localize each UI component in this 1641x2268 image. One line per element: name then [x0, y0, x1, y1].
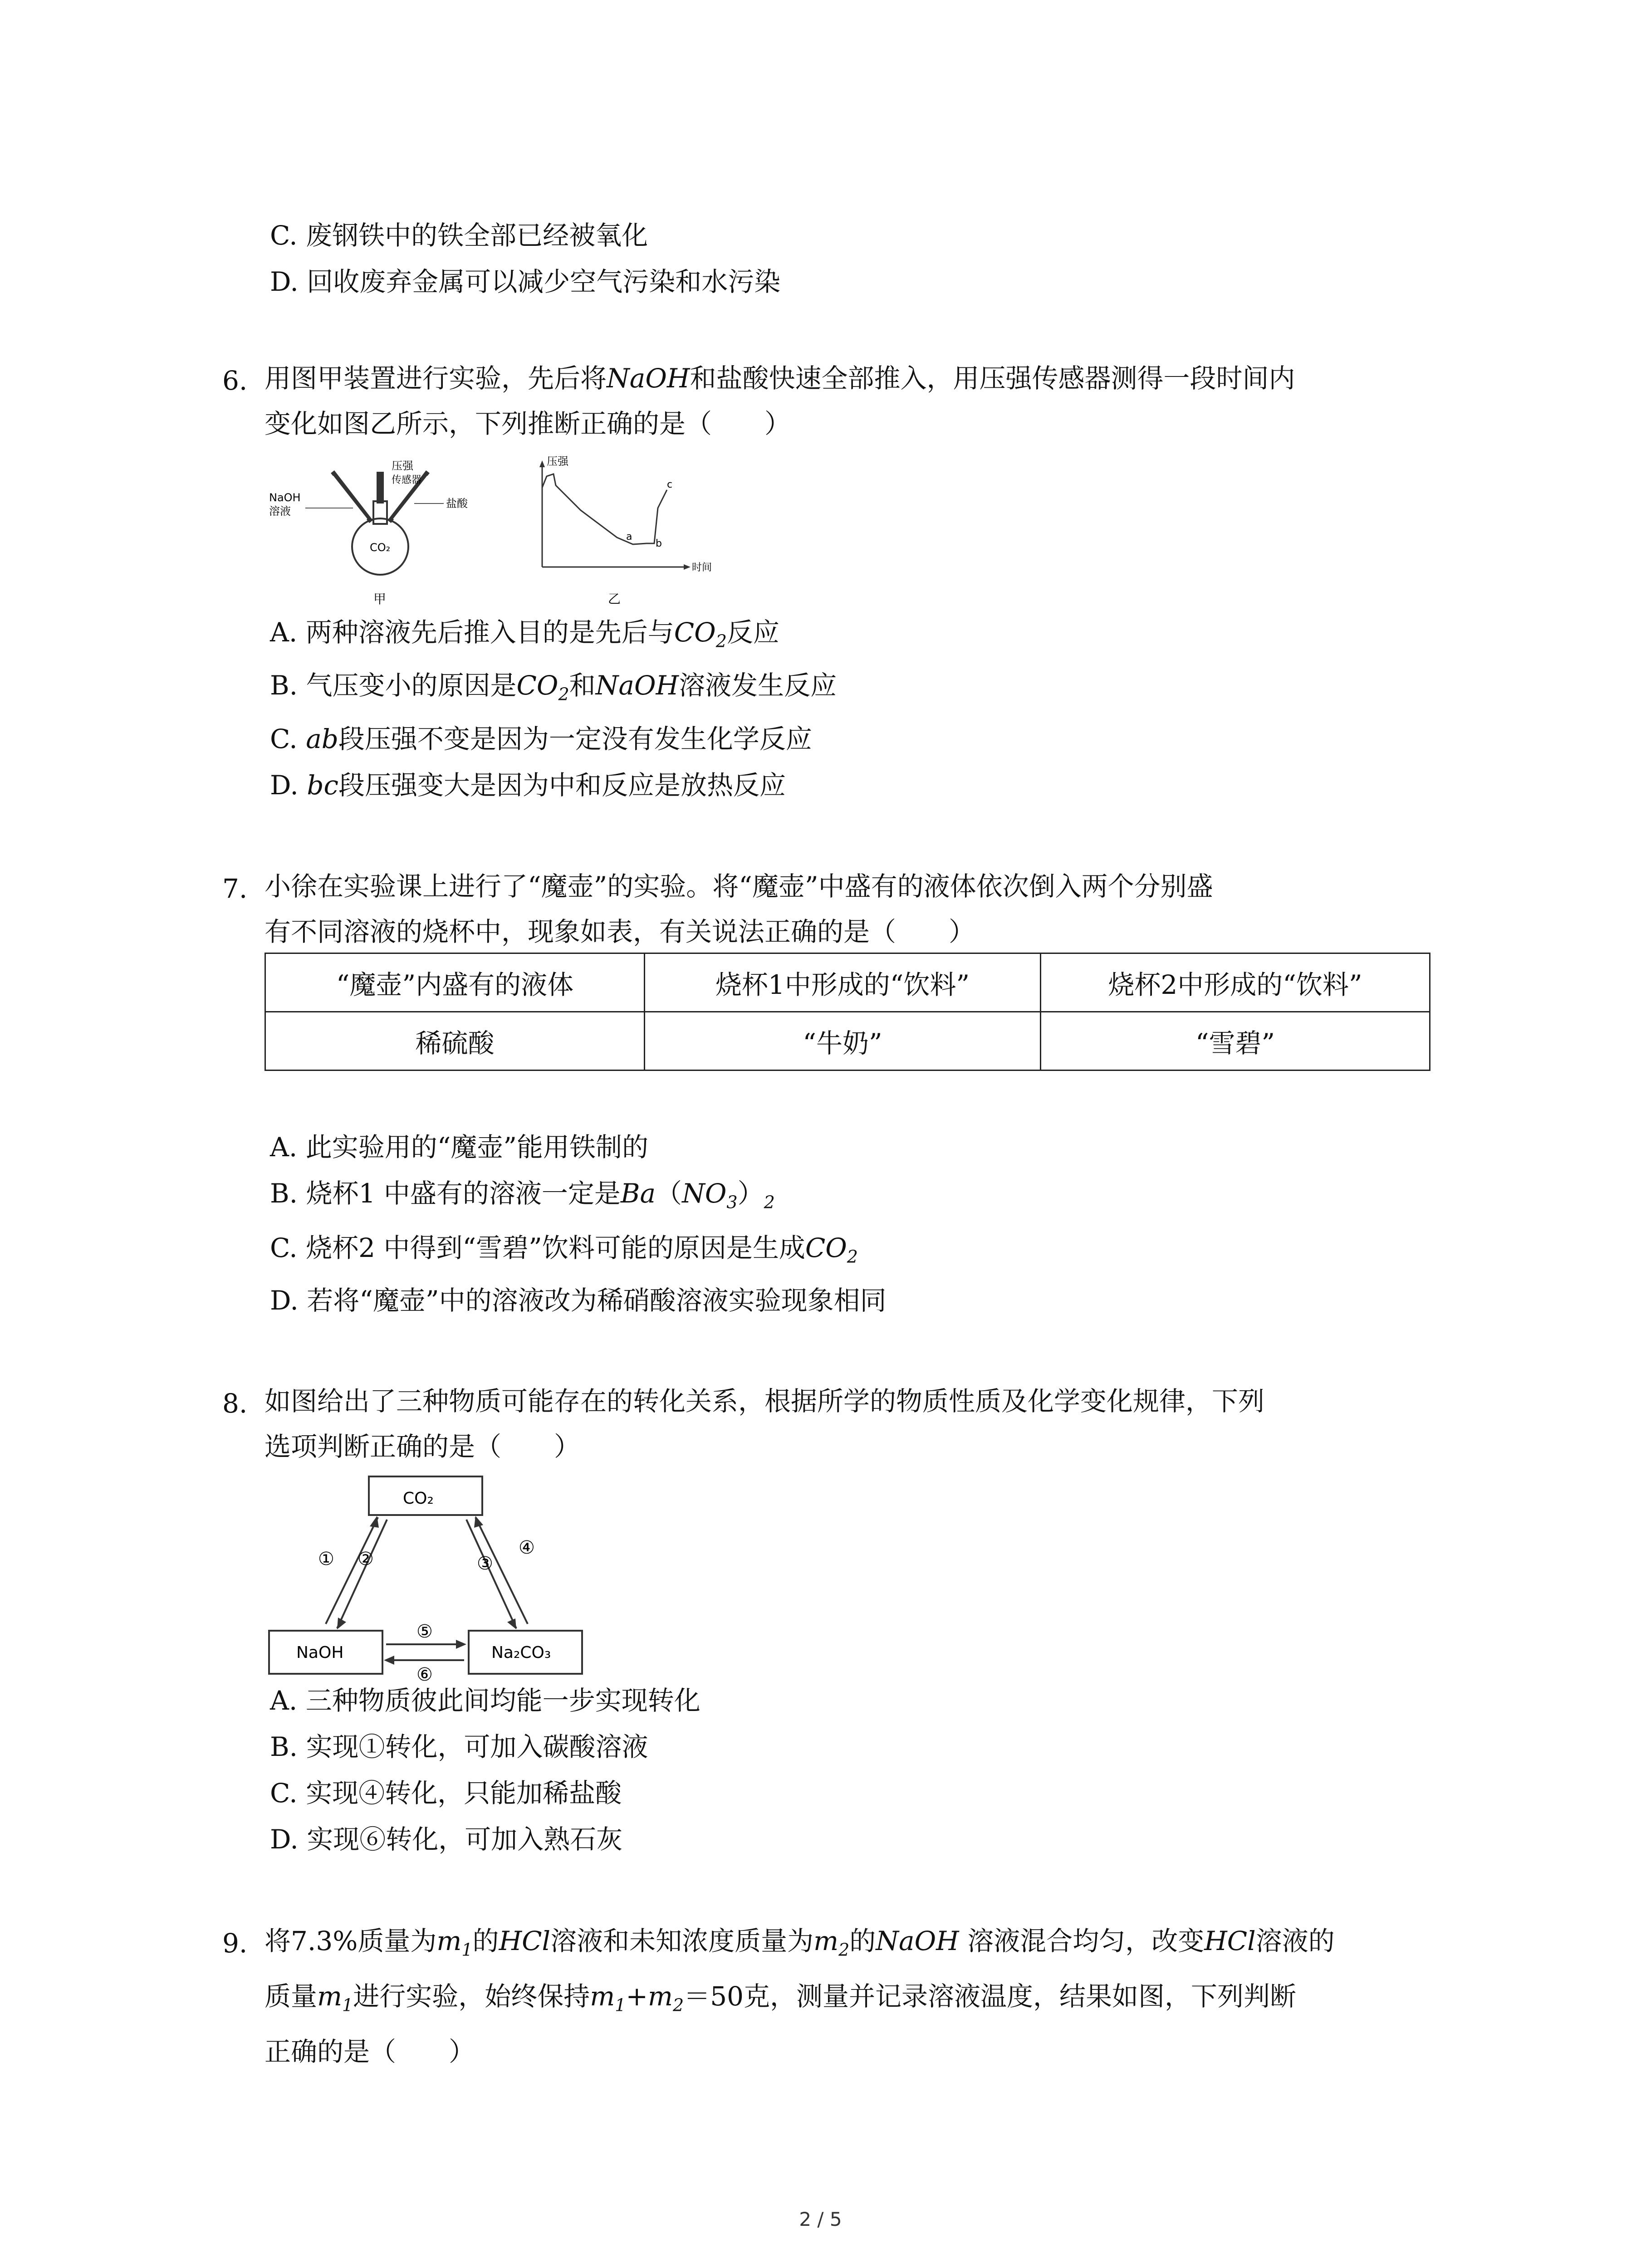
q5-option-d: D. 回收废弃金属可以减少空气污染和水污染 [270, 266, 781, 297]
q7-option-c: C. 烧杯2 中得到“雪碧”饮料可能的原因是生成$CO_2$ [270, 1232, 858, 1267]
q7-table-cell-2: “牛奶” [645, 1012, 1041, 1070]
q6-number: 6. [222, 365, 248, 396]
q6-option-b: B. 气压变小的原因是$CO_2$和NaOH溶液发生反应 [270, 670, 837, 704]
q6-fig-a-solution-label: 溶液 [269, 505, 291, 518]
q8-option-b: B. 实现①转化，可加入碳酸溶液 [270, 1731, 648, 1762]
q9-stem-line3: 正确的是（ ） [265, 2036, 475, 2067]
q9-stem-line1: 将7.3%质量为$m_1$的HCl溶液和未知浓度质量为$m_2$的NaOH 溶液混合均匀，改变HCl溶液的 [265, 1926, 1335, 1960]
q6-fig-a-sensor-label-2: 传感器 [392, 474, 422, 486]
q9-stem-line2: 质量$m_1$进行实验，始终保持$m_1+m_2=50$克，测量并记录溶液温度，结果如图，下列判断 [265, 1981, 1297, 2015]
page-number: 2 / 5 [799, 2208, 842, 2230]
q6-figure-b [531, 454, 721, 617]
q8-box-co2: CO₂ [403, 1489, 434, 1508]
q7-table [265, 953, 1430, 1071]
q6-figure-a [265, 454, 509, 617]
q8-option-d: D. 实现⑥转化，可加入熟石灰 [270, 1824, 623, 1855]
q6-option-a: A. 两种溶液先后推入目的是先后与$CO_2$反应 [270, 617, 779, 651]
q8-option-a: A. 三种物质彼此间均能一步实现转化 [270, 1685, 700, 1716]
q8-option-c: C. 实现④转化，只能加稀盐酸 [270, 1778, 622, 1809]
q7-stem-line1: 小徐在实验课上进行了“魔壶”的实验。将“魔壶”中盛有的液体依次倒入两个分别盛 [265, 871, 1213, 902]
q7-table-header-3: 烧杯2中形成的“饮料” [1041, 953, 1430, 1012]
q8-arrow-4: ④ [519, 1537, 535, 1558]
q7-stem-line2: 有不同溶液的烧杯中，现象如表，有关说法正确的是（ ） [265, 916, 975, 947]
q7-option-b: B. 烧杯1 中盛有的溶液一定是$Ba(NO_3)_2$ [270, 1178, 775, 1212]
q8-stem-line1: 如图给出了三种物质可能存在的转化关系，根据所学的物质性质及化学变化规律，下列 [265, 1386, 1265, 1417]
q8-diagram [265, 1474, 609, 1683]
q8-box-na2co3: Na₂CO₃ [491, 1643, 551, 1662]
q6-fig-a-co2-label: CO₂ [370, 541, 391, 554]
q7-table-header-1: “魔壶”内盛有的液体 [265, 953, 645, 1012]
q6-option-d: D. bc段压强变大是因为中和反应是放热反应 [270, 770, 786, 801]
q8-arrow-1: ① [318, 1549, 334, 1569]
q9-number: 9. [222, 1928, 248, 1959]
q8-number: 8. [222, 1388, 248, 1419]
q8-box-naoh: NaOH [296, 1643, 344, 1662]
q7-table-cell-3: “雪碧” [1041, 1012, 1430, 1070]
q7-table-header-2: 烧杯1中形成的“饮料” [645, 953, 1041, 1012]
q6-fig-b-xlabel: 时间 [692, 562, 712, 573]
q6-fig-a-caption: 甲 [373, 591, 387, 606]
q6-fig-a-sensor-label-1: 压强 [392, 459, 413, 472]
q6-stem-line2: 变化如图乙所示，下列推断正确的是（ ） [265, 408, 791, 439]
q8-stem-line2: 选项判断正确的是（ ） [265, 1431, 581, 1462]
q6-fig-b-ylabel: 压强 [547, 455, 568, 468]
q5-option-c: C. 废钢铁中的铁全部已经被氧化 [270, 220, 648, 251]
q6-fig-b-point-a: a [626, 531, 632, 543]
q6-fig-a-naoh-label: NaOH [269, 491, 301, 504]
q6-fig-b-caption: 乙 [608, 591, 621, 606]
q6-fig-b-point-b: b [656, 538, 662, 549]
q6-stem-line1: 用图甲装置进行实验，先后将NaOH和盐酸快速全部推入，用压强传感器测得一段时间内 [265, 363, 1295, 394]
q8-arrow-2: ② [358, 1549, 374, 1569]
q6-fig-a-hcl-label: 盐酸 [446, 497, 468, 510]
q6-option-c: C. ab段压强不变是因为一定没有发生化学反应 [270, 723, 812, 754]
q8-arrow-5: ⑤ [416, 1621, 433, 1642]
q7-table-cell-1: 稀硫酸 [265, 1012, 645, 1070]
q7-option-a: A. 此实验用的“魔壶”能用铁制的 [270, 1132, 649, 1163]
q6-fig-b-point-c: c [667, 479, 673, 490]
q7-table-header-row [265, 953, 1430, 1012]
q8-arrow-6: ⑥ [416, 1664, 433, 1683]
q7-table-row [265, 1012, 1430, 1070]
q7-number: 7. [222, 873, 248, 904]
q7-option-d: D. 若将“魔壶”中的溶液改为稀硝酸溶液实验现象相同 [270, 1285, 887, 1316]
q8-arrow-3: ③ [477, 1553, 493, 1574]
